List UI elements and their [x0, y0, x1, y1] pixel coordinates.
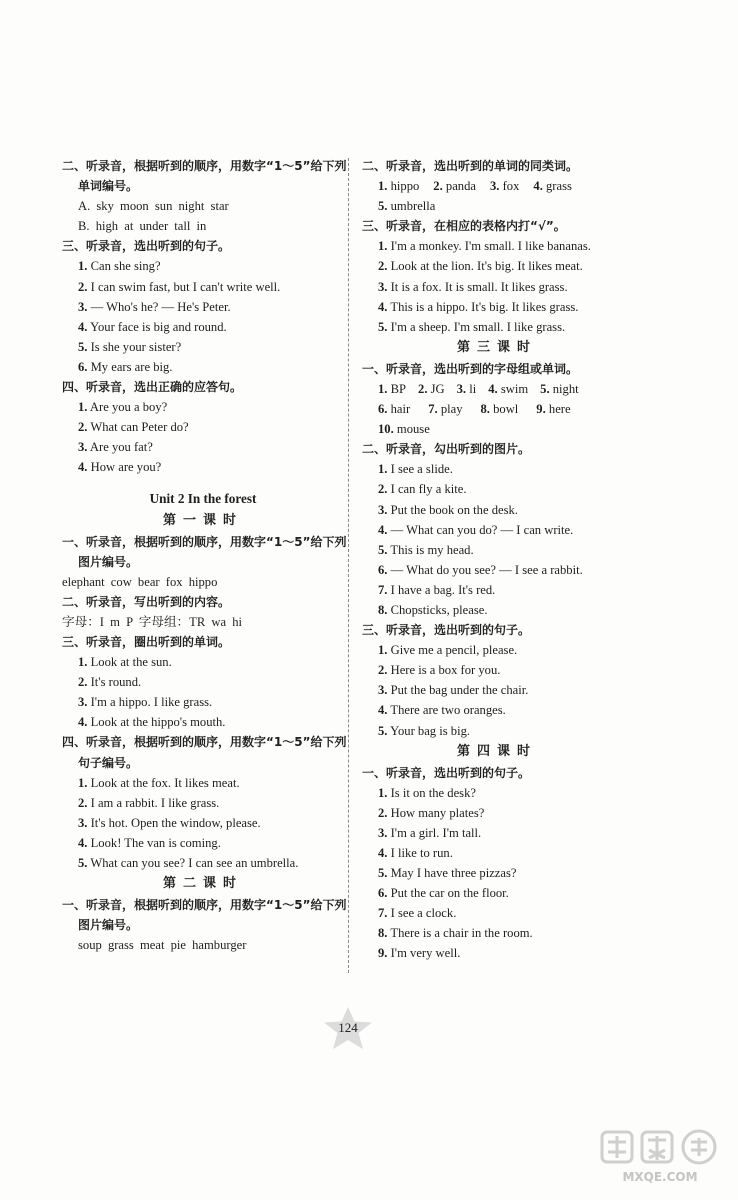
list-item: [62, 337, 344, 357]
list-item: [62, 417, 344, 437]
item-text: Here is a box for you.: [390, 663, 501, 678]
list-item: [362, 500, 632, 520]
item-number: 4.: [488, 381, 498, 396]
section-heading: 一、听录音，根据听到的顺序，用数字“1～5”给下列: [62, 534, 347, 549]
list-item: [362, 560, 632, 580]
item-number: 4.: [378, 522, 388, 537]
page-number-text: 124: [338, 1020, 358, 1035]
list-item: [362, 823, 632, 843]
item-text: I'm a girl. I'm tall.: [390, 825, 482, 840]
item-text: It's round.: [90, 675, 142, 690]
inline-answer: [378, 199, 435, 213]
item-number: 1.: [378, 179, 388, 194]
item-number: 3.: [489, 179, 500, 194]
item-text: Look at the fox. It likes meat.: [90, 775, 240, 790]
inline-answer: [490, 179, 519, 193]
item-text: Is she your sister?: [90, 339, 182, 354]
item-number: 5.: [378, 199, 388, 214]
inline-answer: [418, 382, 445, 396]
answer-text: 字母：I m P 字母组：TR wa hi: [62, 614, 242, 629]
list-item: [362, 317, 632, 337]
inline-answer: [378, 422, 430, 436]
item-number: 5.: [540, 381, 550, 396]
list-item: [62, 317, 344, 337]
item-text: Put the car on the floor.: [390, 886, 509, 901]
left-column: [62, 156, 347, 955]
section-heading: 二、听录音，根据听到的顺序，用数字“1～5”给下列: [62, 159, 347, 173]
item-number: 2.: [378, 259, 388, 274]
list-item: [362, 459, 632, 479]
lesson-title: 第四课时: [456, 743, 537, 759]
answer-list: [362, 640, 632, 740]
word-list: A. sky moon sun night star: [78, 199, 229, 214]
item-number: 5.: [378, 866, 388, 881]
item-text: here: [548, 402, 571, 417]
list-item: [362, 297, 632, 317]
item-text: Your face is big and round.: [90, 319, 227, 334]
item-number: 2.: [378, 805, 388, 820]
item-text: It's hot. Open the window, please.: [90, 815, 261, 830]
list-item: [362, 803, 632, 823]
item-text: I can fly a kite.: [390, 482, 467, 497]
answer-list: [362, 783, 632, 964]
item-text: This is my head.: [390, 542, 474, 557]
list-item: [62, 256, 344, 276]
item-number: 2.: [78, 795, 88, 810]
item-number: 1.: [378, 785, 388, 800]
section-heading: 二、听录音，写出听到的内容。: [62, 594, 231, 609]
list-item: [62, 773, 344, 793]
item-number: 5.: [78, 856, 88, 870]
section-heading: 三、听录音，圈出听到的单词。: [62, 634, 231, 649]
item-number: 3.: [378, 502, 388, 517]
item-number: 4.: [378, 846, 388, 860]
item-number: 2.: [378, 663, 388, 678]
item-text: What can you see? I can see an umbrella.: [90, 856, 299, 870]
list-item: [62, 813, 344, 833]
watermark-logo: [596, 1126, 724, 1172]
lesson-title: 第三课时: [456, 339, 537, 355]
inline-answer: [428, 402, 462, 416]
word-list: elephant cow bear fox hippo: [62, 574, 218, 589]
item-number: 4.: [78, 460, 88, 475]
answer-list: [362, 236, 632, 336]
list-item: [62, 397, 344, 417]
inline-answer: [481, 402, 519, 416]
item-number: 1.: [78, 775, 88, 790]
list-item: [362, 943, 632, 963]
list-item: [62, 277, 344, 297]
item-text: bowl: [493, 402, 519, 417]
item-number: 1.: [378, 462, 388, 477]
item-number: 2.: [378, 482, 388, 497]
item-number: 7.: [428, 402, 438, 417]
item-text: Are you a boy?: [89, 400, 168, 415]
item-text: Chopsticks, please.: [390, 602, 488, 617]
answer-list: [362, 459, 632, 620]
item-number: 8.: [378, 926, 388, 941]
item-text: JG: [430, 381, 445, 396]
item-number: 2.: [78, 420, 88, 435]
item-number: 9.: [536, 402, 546, 417]
item-text: Are you fat?: [89, 440, 153, 455]
section-heading: 三、听录音，在相应的表格内打“√”。: [362, 219, 566, 234]
item-number: 1.: [78, 259, 88, 274]
item-text: — Who's he? — He's Peter.: [90, 299, 231, 314]
item-number: 3.: [78, 299, 88, 314]
answer-list: [62, 652, 344, 732]
item-text: I like to run.: [390, 846, 453, 860]
item-text: Look at the hippo's mouth.: [90, 715, 226, 730]
item-text: I can swim fast, but I can't write well.: [90, 279, 281, 294]
list-item: [362, 721, 632, 741]
list-item: [362, 883, 632, 903]
item-text: play: [440, 402, 463, 417]
list-item: [362, 580, 632, 600]
item-text: Look at the sun.: [90, 655, 172, 670]
item-number: 3.: [378, 825, 388, 840]
list-item: [362, 479, 632, 499]
page-number: [322, 1006, 374, 1050]
list-item: [362, 660, 632, 680]
inline-answer-row: [362, 176, 632, 196]
inline-answer: [378, 179, 419, 193]
item-number: 6.: [78, 359, 88, 374]
right-column: [362, 156, 632, 964]
item-text: grass: [546, 179, 572, 194]
section-heading: 单词编号。: [78, 179, 139, 194]
section-heading: 一、听录音，根据听到的顺序，用数字“1～5”给下列: [62, 898, 347, 913]
list-item: [362, 783, 632, 803]
list-item: [62, 357, 344, 377]
lesson-title: 第二课时: [162, 876, 243, 892]
item-number: 1.: [378, 239, 388, 254]
list-item: [62, 672, 344, 692]
list-item: [362, 256, 632, 276]
item-number: 3.: [456, 381, 467, 396]
inline-answer-row: [362, 379, 632, 399]
list-item: [62, 457, 344, 477]
list-item: [62, 793, 344, 813]
item-number: 1.: [378, 381, 388, 396]
item-number: 1.: [78, 400, 88, 415]
column-divider: [348, 158, 349, 973]
item-text: Look at the lion. It's big. It likes meat.: [390, 259, 583, 274]
inline-answer: [433, 179, 476, 193]
item-text: This is a hippo. It's big. It likes grass.: [390, 299, 579, 314]
list-item: [362, 277, 632, 297]
item-number: 7.: [378, 582, 388, 597]
item-text: I see a clock.: [390, 906, 457, 921]
list-item: [62, 833, 344, 853]
item-number: 4.: [378, 703, 388, 718]
item-text: — What do you see? — I see a rabbit.: [390, 562, 583, 577]
item-number: 4.: [78, 835, 88, 850]
list-item: [362, 236, 632, 256]
section-heading: 一、听录音，选出听到的字母组或单词。: [362, 361, 579, 376]
item-text: What can Peter do?: [90, 420, 189, 435]
inline-answer-row: [362, 419, 632, 439]
list-item: [62, 692, 344, 712]
item-text: umbrella: [390, 199, 436, 214]
section-heading: 三、听录音，选出听到的句子。: [362, 623, 531, 638]
inline-answer-row: [362, 196, 632, 216]
item-text: — What can you do? — I can write.: [390, 522, 574, 537]
section-heading: 二、听录音，选出听到的单词的同类词。: [362, 159, 579, 173]
list-item: [62, 297, 344, 317]
answer-list: [62, 256, 344, 377]
item-text: Can she sing?: [90, 259, 161, 274]
item-text: There are two oranges.: [390, 703, 506, 718]
item-number: 2.: [433, 179, 443, 194]
item-number: 3.: [78, 440, 88, 455]
item-text: fox: [502, 179, 520, 194]
item-text: I'm a sheep. I'm small. I like grass.: [390, 319, 566, 334]
word-list: soup grass meat pie hamburger: [78, 938, 247, 953]
list-item: [62, 437, 344, 457]
item-number: 3.: [378, 279, 388, 294]
item-text: There is a chair in the room.: [390, 926, 533, 941]
item-text: Look! The van is coming.: [90, 835, 221, 850]
watermark-url: MXQE.COM: [622, 1170, 698, 1184]
inline-answer: [488, 382, 528, 396]
section-heading: 图片编号。: [78, 554, 139, 569]
item-number: 7.: [378, 906, 388, 921]
section-heading: 三、听录音，选出听到的句子。: [62, 239, 231, 254]
item-text: I'm a hippo. I like grass.: [90, 695, 213, 710]
item-text: It is a fox. It is small. It likes grass.: [390, 279, 568, 294]
item-text: Your bag is big.: [390, 723, 471, 738]
section-heading: 四、听录音，根据听到的顺序，用数字“1～5”给下列: [62, 735, 347, 750]
list-item: [362, 903, 632, 923]
inline-answer: [540, 382, 579, 396]
list-item: [362, 640, 632, 660]
item-text: I see a slide.: [390, 462, 453, 477]
item-text: I'm very well.: [390, 946, 461, 961]
section-heading: 句子编号。: [78, 755, 139, 770]
list-item: [362, 520, 632, 540]
inline-answer-row: [362, 399, 632, 419]
section-heading: 四、听录音，选出正确的应答句。: [62, 380, 243, 395]
item-text: I have a bag. It's red.: [390, 582, 496, 597]
item-text: swim: [500, 381, 529, 396]
item-number: 2.: [78, 279, 88, 294]
item-text: mouse: [396, 422, 430, 437]
item-text: May I have three pizzas?: [390, 866, 517, 881]
section-heading: 二、听录音，勾出听到的图片。: [362, 442, 531, 457]
item-text: night: [552, 381, 579, 396]
item-text: hippo: [390, 179, 420, 194]
item-number: 6.: [378, 402, 388, 417]
list-item: [62, 853, 344, 873]
item-number: 4.: [533, 179, 543, 194]
inline-answer: [533, 179, 572, 193]
item-number: 6.: [378, 886, 388, 901]
list-item: [362, 863, 632, 883]
item-text: Put the book on the desk.: [390, 502, 518, 517]
item-number: 10.: [378, 422, 394, 437]
item-text: My ears are big.: [90, 359, 173, 374]
inline-answer: [378, 382, 406, 396]
item-number: 4.: [78, 715, 88, 730]
unit-title: Unit 2 In the forest: [149, 490, 257, 506]
item-number: 5.: [78, 339, 88, 354]
item-number: 5.: [378, 319, 388, 334]
item-text: li: [469, 381, 477, 396]
item-number: 4.: [378, 299, 388, 314]
item-text: How are you?: [90, 460, 162, 475]
item-number: 5.: [378, 723, 388, 738]
item-number: 1.: [78, 655, 88, 670]
item-text: I'm a monkey. I'm small. I like bananas.: [390, 239, 591, 254]
list-item: [362, 540, 632, 560]
item-number: 3.: [78, 815, 88, 830]
inline-answer: [457, 382, 477, 396]
item-text: Give me a pencil, please.: [390, 643, 518, 658]
item-number: 2.: [418, 381, 428, 396]
list-item: [362, 923, 632, 943]
list-item: [362, 680, 632, 700]
item-text: How many plates?: [390, 805, 485, 820]
list-item: [362, 843, 632, 863]
item-number: 5.: [378, 542, 388, 557]
answer-list: [62, 397, 344, 477]
list-item: [362, 600, 632, 620]
item-text: hair: [390, 402, 411, 417]
inline-answer: [378, 402, 410, 416]
item-number: 1.: [378, 643, 388, 658]
item-text: Is it on the desk?: [390, 785, 476, 800]
word-list: B. high at under tall in: [78, 219, 207, 234]
item-number: 4.: [78, 319, 88, 334]
list-item: [362, 700, 632, 720]
item-number: 8.: [378, 602, 388, 617]
lesson-title: 第一课时: [162, 512, 243, 528]
list-item: [62, 712, 344, 732]
list-item: [62, 652, 344, 672]
inline-answer: [536, 402, 570, 416]
item-text: BP: [390, 381, 407, 396]
watermark: [596, 1126, 724, 1190]
section-heading: 一、听录音，选出听到的句子。: [362, 765, 531, 780]
answer-list: [62, 773, 344, 873]
item-number: 3.: [78, 695, 88, 710]
item-number: 6.: [378, 562, 388, 577]
item-text: Put the bag under the chair.: [390, 683, 529, 698]
item-text: I am a rabbit. I like grass.: [90, 795, 220, 810]
item-text: panda: [445, 179, 476, 194]
item-number: 3.: [378, 683, 388, 698]
item-number: 8.: [480, 402, 490, 417]
item-number: 9.: [378, 946, 388, 961]
section-heading: 图片编号。: [78, 918, 139, 933]
item-number: 2.: [78, 675, 88, 690]
